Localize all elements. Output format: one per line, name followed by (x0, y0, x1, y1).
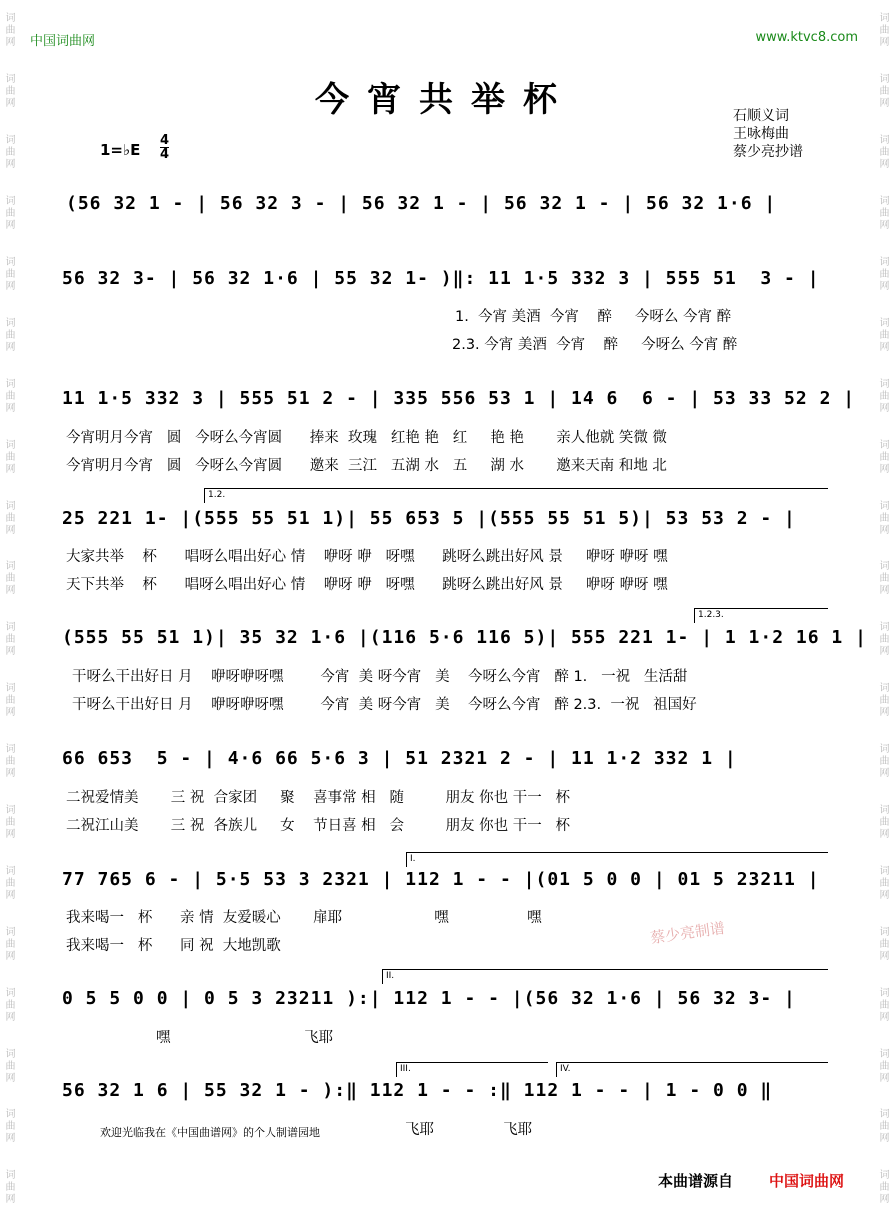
credits (733, 107, 803, 161)
volta-bracket: 1.2.3. (694, 608, 828, 623)
volta-bracket: III. (396, 1062, 548, 1077)
left-watermark-strip: 词曲网 词曲网 词曲网 词曲网 词曲网 词曲网 词曲网 词曲网 词曲网 词曲网 词曲网 词曲网 词曲网 词曲网 词曲网 词曲网 词曲网 词曲网 词曲网 词曲网 (3, 12, 14, 1206)
lyric-line-3a: 今宵明月今宵 圆 今呀么今宵圆 捧来 玫瑰 红艳 艳 红 艳 艳 亲人他就 笑微 微 (66, 430, 667, 446)
lyric-line-5a: 干呀么干出好日 月 咿呀咿呀嘿 今宵 美 呀今宵 美 今呀么今宵 醉 1. 一祝 生活甜 (72, 669, 688, 685)
site-name[interactable]: 中国词曲网 (30, 34, 96, 49)
volta-bracket: I. (406, 852, 828, 867)
lyric-line-8a: 嘿 飞耶 (156, 1030, 334, 1046)
music-line-2: 56 32 3- | 56 32 1·6 | 55 32 1- )‖: 11 1·5 332 3 | 555 51 3 - | (62, 268, 820, 289)
music-line-5: (555 55 51 1)| 35 32 1·6 |(116 5·6 116 5)| 555 221 1- | 1 1·2 16 1 | (62, 627, 867, 648)
lyric-line-4b: 天下共举 杯 唱呀么唱出好心 情 咿呀 咿 呀嘿 跳呀么跳出好风 景 咿呀 咿呀 嘿 (66, 577, 668, 593)
lyric-line-3b: 今宵明月今宵 圆 今呀么今宵圆 邀来 三江 五湖 水 五 湖 水 邀来天南 和地 北 (66, 458, 667, 474)
music-line-6: 66 653 5 - | 4·6 66 5·6 3 | 51 2321 2 - | 11 1·2 332 1 | (62, 748, 737, 769)
music-line-7: 77 765 6 - | 5·5 53 3 2321 | 112 1 - - |(01 5 0 0 | 01 5 23211 | (62, 869, 820, 890)
composer-credit: 王咏梅曲 (733, 126, 789, 142)
welcome-note: 欢迎光临我在《中国曲谱网》的个人制谱园地 (100, 1126, 320, 1139)
footer-source-label: 本曲谱源自 (658, 1172, 734, 1190)
transcriber-credit: 蔡少亮抄谱 (733, 144, 803, 160)
lyric-line-2a: 1. 今宵 美酒 今宵 醉 今呀么 今宵 醉 (455, 309, 732, 325)
time-signature: 4 4 (160, 133, 170, 162)
key-signature: 1=♭E (100, 141, 141, 159)
lyricist-credit: 石顺义词 (733, 108, 789, 124)
footer-source-site[interactable]: 中国词曲网 (769, 1172, 845, 1190)
site-url[interactable]: www.ktvc8.com (755, 30, 858, 45)
lyric-line-9a: 飞耶 飞耶 (405, 1122, 533, 1138)
lyric-line-7b: 我来喝一 杯 同 祝 大地凯歌 (66, 938, 281, 954)
transcriber-stamp: 蔡少亮制谱 (649, 918, 726, 948)
lyric-line-6b: 二祝江山美 三 祝 各族儿 女 节日喜 相 会 朋友 你也 干一 杯 (66, 818, 571, 834)
music-line-4: 25 221 1- |(555 55 51 1)| 55 653 5 |(555 55 51 5)| 53 53 2 - | (62, 508, 796, 529)
music-line-1: (56 32 1 - | 56 32 3 - | 56 32 1 - | 56 32 1 - | 56 32 1·6 | (66, 193, 777, 214)
lyric-line-2b: 2.3. 今宵 美酒 今宵 醉 今呀么 今宵 醉 (452, 337, 738, 353)
music-line-3: 11 1·5 332 3 | 555 51 2 - | 335 556 53 1 | 14 6 6 - | 53 33 52 2 | (62, 388, 856, 409)
lyric-line-4a: 大家共举 杯 唱呀么唱出好心 情 咿呀 咿 呀嘿 跳呀么跳出好风 景 咿呀 咿呀 嘿 (66, 549, 668, 565)
volta-bracket: II. (382, 969, 828, 984)
song-title: 今宵共举杯 (315, 80, 575, 120)
lyric-line-7a: 我来喝一 杯 亲 情 友爱暖心 扉耶 嘿 嘿 (66, 910, 542, 926)
lyric-line-6a: 二祝爱情美 三 祝 合家团 聚 喜事常 相 随 朋友 你也 干一 杯 (66, 790, 571, 806)
volta-bracket: 1.2. (204, 488, 828, 503)
lyric-line-5b: 干呀么干出好日 月 咿呀咿呀嘿 今宵 美 呀今宵 美 今呀么今宵 醉 2.3. 一祝 祖国好 (72, 697, 697, 713)
music-line-9: 56 32 1 6 | 55 32 1 - ):‖ 112 1 - - :‖ 112 1 - - | 1 - 0 0 ‖ (62, 1080, 773, 1101)
music-line-8: 0 5 5 0 0 | 0 5 3 23211 ):| 112 1 - - |(56 32 1·6 | 56 32 3- | (62, 988, 796, 1009)
volta-bracket: IV. (556, 1062, 828, 1077)
right-watermark-strip: 词曲网 词曲网 词曲网 词曲网 词曲网 词曲网 词曲网 词曲网 词曲网 词曲网 词曲网 词曲网 词曲网 词曲网 词曲网 词曲网 词曲网 词曲网 词曲网 词曲网 (877, 12, 888, 1206)
